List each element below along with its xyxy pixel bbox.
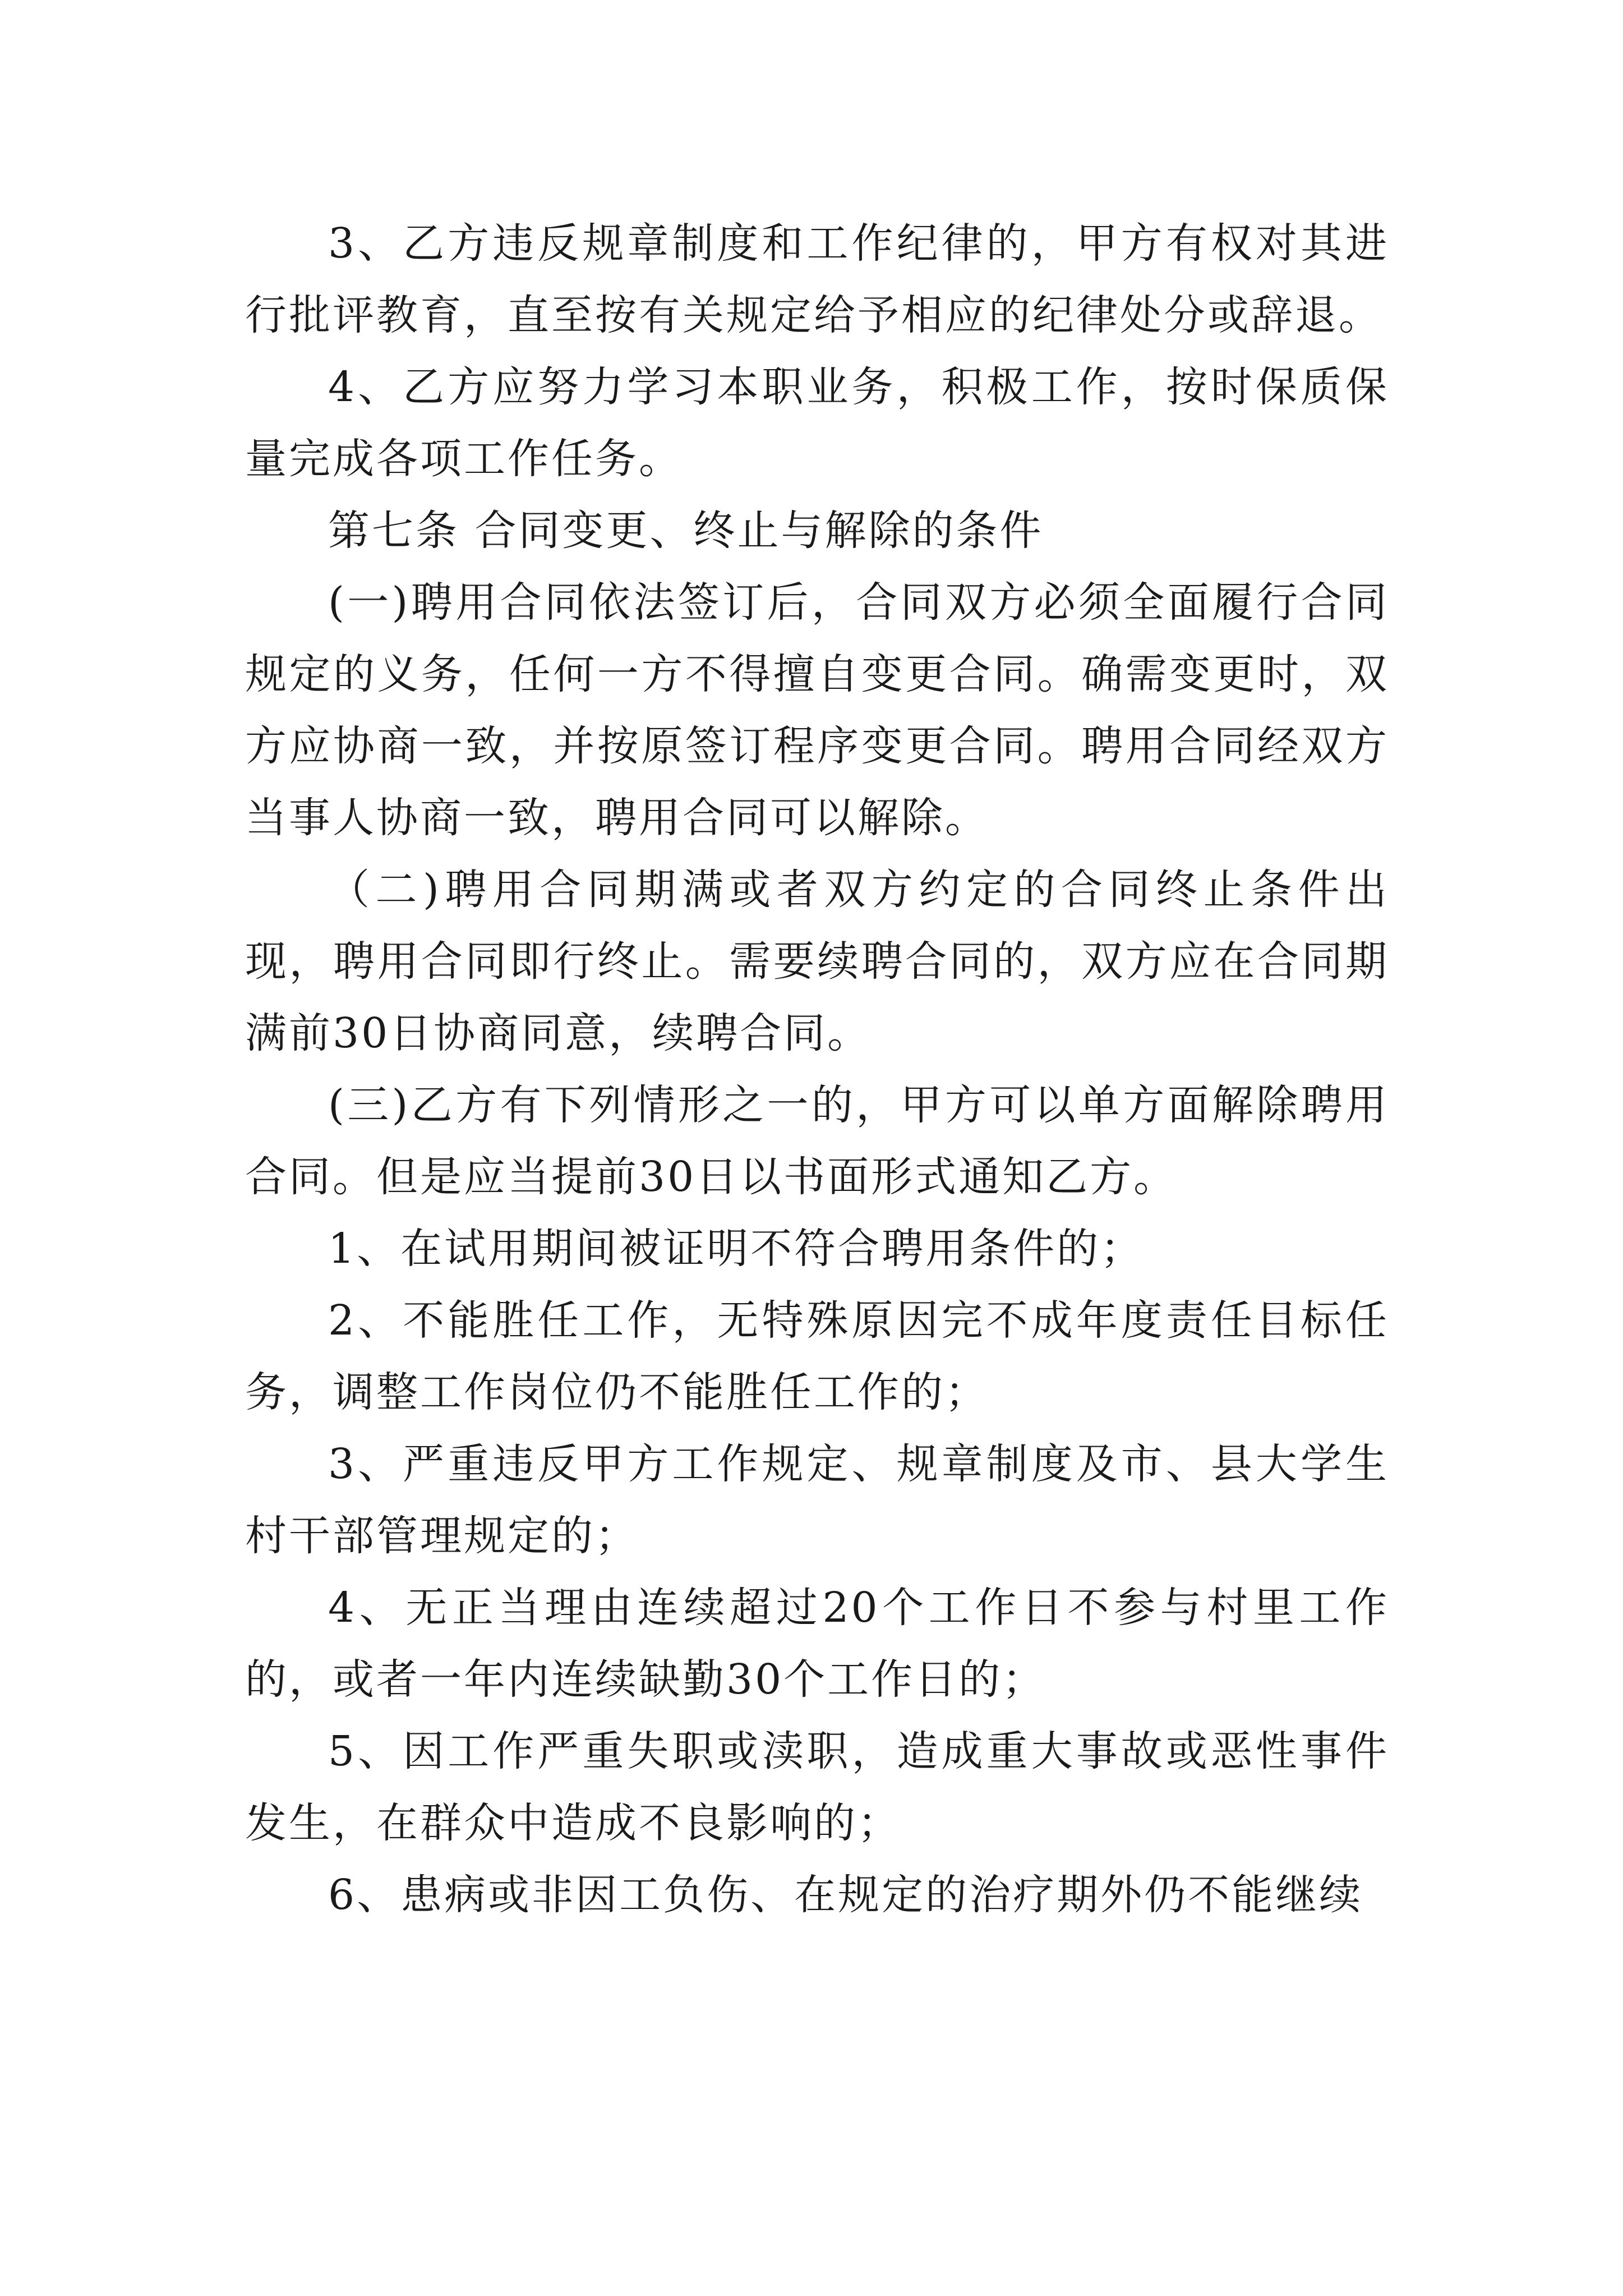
paragraph-clause-1: (一)聘用合同依法签订后，合同双方必须全面履行合同规定的义务，任何一方不得擅自变更合同。确需变更时，双方应协商一致，并按原签订程序变更合同。聘用合同经双方当事人协商一致，聘用合同可以解除。 xyxy=(245,578,1389,842)
paragraph-clause-2: （二)聘用合同期满或者双方约定的合同终止条件出现，聘用合同即行终止。需要续聘合同的，双方应在合同期满前30日协商同意，续聘合同。 xyxy=(245,866,1389,1057)
paragraph-rule-3: 3、乙方违反规章制度和工作纪律的，甲方有权对其进行批评教育，直至按有关规定给予相应的纪律处分或辞退。 xyxy=(245,219,1389,339)
document-body xyxy=(245,208,1389,1931)
list-item-3: 3、严重违反甲方工作规定、规章制度及市、县大学生村干部管理规定的； xyxy=(245,1440,1389,1560)
paragraph-clause-3: (三)乙方有下列情形之一的，甲方可以单方面解除聘用合同。但是应当提前30日以书面形式通知乙方。 xyxy=(245,1081,1389,1201)
list-item-2: 2、不能胜任工作，无特殊原因完不成年度责任目标任务，调整工作岗位仍不能胜任工作的； xyxy=(245,1296,1389,1416)
article-7-heading: 第七条 合同变更、终止与解除的条件 xyxy=(328,507,1044,555)
list-item-5: 5、因工作严重失职或渎职，造成重大事故或恶性事件发生，在群众中造成不良影响的； xyxy=(245,1727,1389,1847)
paragraph-rule-4: 4、乙方应努力学习本职业务，积极工作，按时保质保量完成各项工作任务。 xyxy=(245,363,1389,483)
list-item-6: 6、患病或非因工负伤、在规定的治疗期外仍不能继续 xyxy=(328,1871,1363,1919)
list-item-1: 1、在试用期间被证明不符合聘用条件的； xyxy=(328,1225,1145,1273)
list-item-4: 4、无正当理由连续超过20个工作日不参与村里工作的，或者一年内连续缺勤30个工作日的； xyxy=(245,1584,1389,1704)
